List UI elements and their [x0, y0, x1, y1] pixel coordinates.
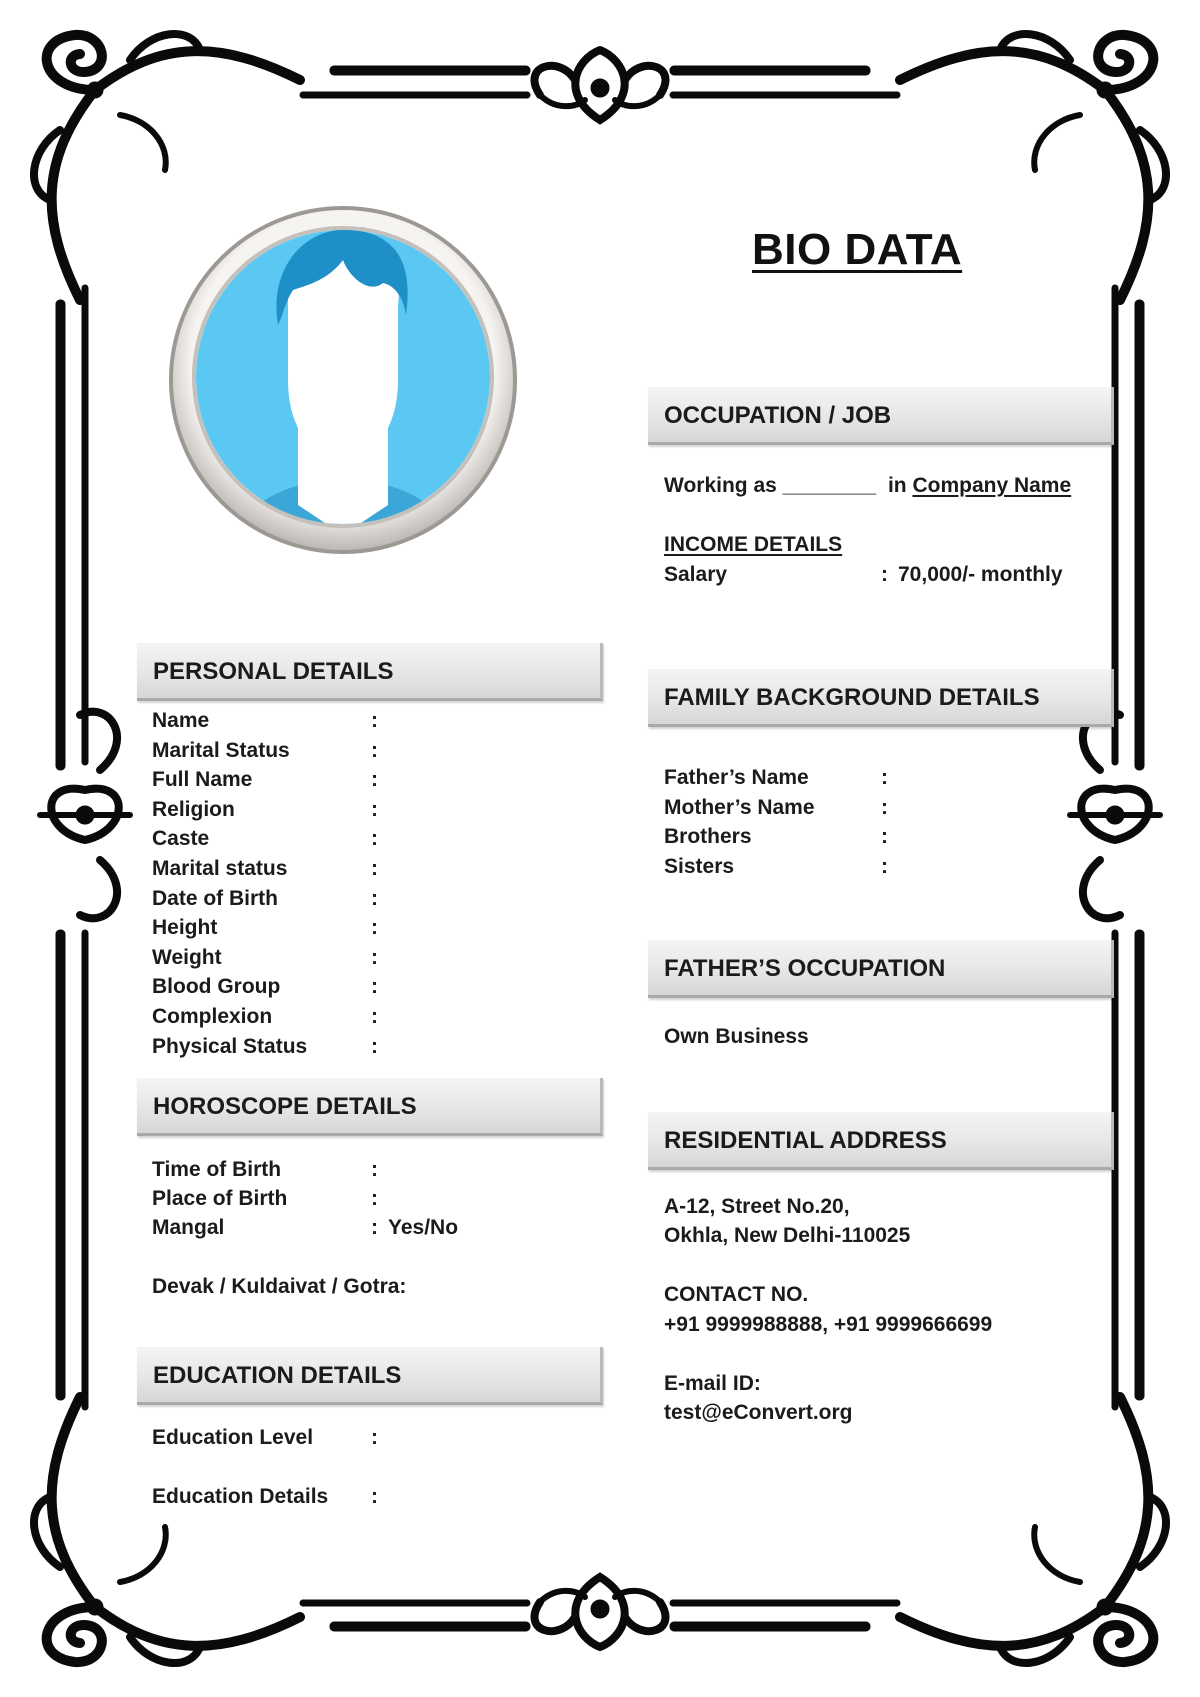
field-separator: :: [371, 709, 378, 732]
section-header-education: EDUCATION DETAILS: [137, 1347, 603, 1405]
field-separator: :: [881, 854, 888, 878]
field-label: Height: [152, 916, 218, 940]
field-label: Physical Status: [152, 1034, 308, 1058]
field-label: Full Name: [152, 768, 253, 792]
section-header-family: FAMILY BACKGROUND DETAILS: [648, 669, 1114, 727]
page-title: BIO DATA: [752, 225, 963, 274]
section-header-occupation: OCCUPATION / JOB: [648, 387, 1114, 445]
field-label: Religion: [152, 797, 235, 821]
field-label: Marital status: [152, 857, 288, 880]
contact-value: +91 9999988888, +91 9999666699: [664, 1313, 993, 1336]
section-header-address: RESIDENTIAL ADDRESS: [648, 1112, 1114, 1170]
field-separator: :: [371, 827, 378, 851]
section-header-horoscope: HOROSCOPE DETAILS: [137, 1078, 603, 1136]
field-label: Complexion: [152, 1005, 273, 1028]
field-separator: :: [371, 1005, 378, 1028]
field-separator: :: [371, 857, 378, 880]
email-value: test@eConvert.org: [664, 1401, 853, 1424]
field-label: Weight: [152, 945, 222, 969]
profile-photo-placeholder: [168, 205, 518, 555]
contact-heading: CONTACT NO.: [664, 1283, 809, 1306]
field-label: Blood Group: [152, 975, 281, 999]
field-separator: :: [881, 766, 888, 789]
income-heading: INCOME DETAILS: [664, 533, 843, 556]
field-label: Mother’s Name: [664, 795, 815, 819]
field-separator: :: [881, 825, 888, 849]
field-separator: :: [371, 738, 378, 762]
field-separator: :: [371, 768, 378, 792]
section-header-father-occupation: FATHER’S OCCUPATION: [648, 940, 1114, 998]
field-label: Marital Status: [152, 738, 290, 762]
field-label: Caste: [152, 827, 210, 851]
section-header-personal: PERSONAL DETAILS: [137, 643, 603, 701]
field-separator: :: [371, 797, 378, 821]
field-separator: :: [371, 975, 378, 999]
field-label: Sisters: [664, 854, 735, 878]
field-separator: :: [881, 795, 888, 819]
field-label: Date of Birth: [152, 886, 278, 910]
field-separator: :: [371, 886, 378, 910]
email-heading: E-mail ID:: [664, 1372, 761, 1395]
field-separator: :: [371, 1034, 378, 1058]
address-line-2: Okhla, New Delhi-110025: [664, 1224, 911, 1247]
field-separator: :: [371, 945, 378, 969]
working-as-line: Working as ________ in Company Name: [664, 474, 1072, 497]
field-label: Name: [152, 709, 210, 732]
address-line-1: A-12, Street No.20,: [664, 1195, 850, 1218]
field-separator: :: [371, 916, 378, 940]
father-occupation-value: Own Business: [664, 1025, 809, 1048]
field-label: Brothers: [664, 825, 752, 849]
field-label: Father’s Name: [664, 766, 809, 789]
